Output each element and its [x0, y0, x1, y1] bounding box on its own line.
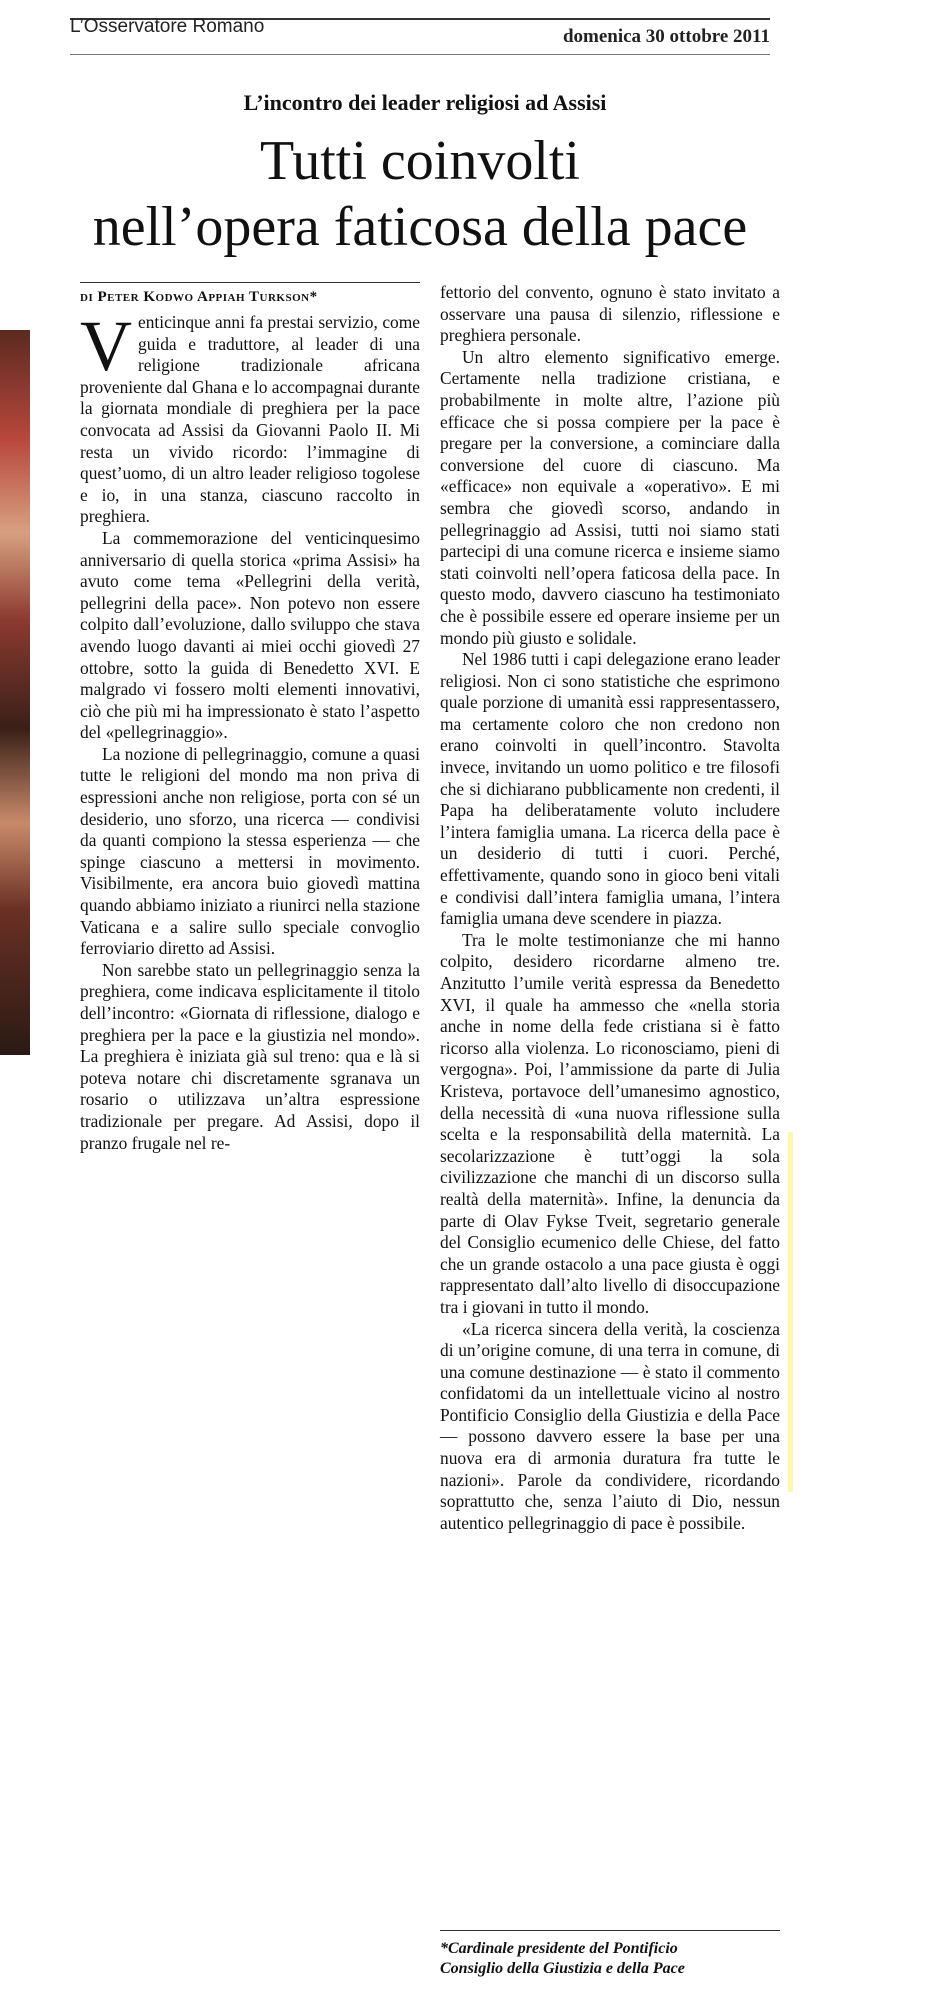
article-column-left	[80, 306, 420, 1154]
paragraph: Un altro elemento significativo emerge. Certamente nella tradizione cristiana, e probabilmente in molte altre, l’azione più efficace che si possa compiere per la pace è pregare per la conversione, a cominciare dalla conversione del cuore di ciascuno. Ma «efficace» non equivale a «operativo». E mi sembra che giovedì scorso, andando in pellegrinaggio ad Assisi, tutti noi siamo stati partecipi di una comune ricerca e insieme siamo stati coinvolti nell’opera faticosa della pace. In questo modo, davvero ciascuno ha testimoniato che è possibile essere ed operare insieme per un mondo più giusto e solidale.	[440, 346, 780, 648]
article-kicker: L’incontro dei leader religiosi ad Assisi	[243, 90, 607, 115]
footnote-line-2: Consiglio della Giustizia e della Pace	[440, 1960, 685, 1977]
paragraph-text: enticinque anni fa prestai servizio, come guida e traduttore, al leader di una religione tradizionale africana proveniente dal Ghana e lo accompagnai durante la giornata mondiale di preghiera per la pace convocata ad Assisi da Giovanni Paolo II. Mi resta un vivido ricordo: l’immagine di quest’uomo, di un altro leader religioso togolese e io, in una stanza, ciascuno raccolto in preghiera.	[80, 312, 420, 527]
issue-date: domenica 30 ottobre 2011	[562, 26, 770, 47]
headline-line-1: Tutti coinvolti	[259, 130, 580, 192]
paragraph: Nel 1986 tutti i capi delegazione erano leader religiosi. Non ci sono statistiche che esprimono quale porzione di umanità essi rappresentassero, ma certamente coloro che non credono non erano coinvolti in quell’incontro. Stavolta invece, invitando un uomo politico e tre filosofi che si dichiarano pubblicamente non credenti, il Papa ha deliberatamente voluto includere l’intera famiglia umana. La ricerca della pace è un desiderio di tutti i cuori. Perché, effettivamente, quando sono in gioco beni vitali e condivisi dall’intera famiglia umana, l’intera famiglia umana deve scendere in piazza.	[440, 649, 780, 929]
article-author: di Peter Kodwo Appiah Turkson*	[80, 282, 420, 306]
paragraph	[80, 306, 420, 528]
photo-fragment	[0, 330, 30, 1055]
footnote-line-1: *Cardinale presidente del Pontificio	[440, 1940, 678, 1957]
drop-cap: V	[80, 306, 132, 386]
masthead	[70, 18, 770, 55]
paragraph: fettorio del convento, ognuno è stato invitato a osservare una pausa di silenzio, riflessione e preghiera personale.	[440, 282, 780, 346]
article-headline	[60, 128, 780, 260]
paragraph: La nozione di pellegrinaggio, comune a quasi tutte le religioni del mondo ma non priva di espressioni anche non religiose, porta con sé un desiderio, uno sforzo, una ricerca — condivisi da quanti compiono la stessa esperienza — che spinge ciascuno a mettersi in movimento. Visibilmente, era ancora buio giovedì mattina quando abbiamo iniziato a riunirci nella stazione Vaticana e a salire sullo speciale convoglio ferroviario diretto ad Assisi.	[80, 743, 420, 959]
headline-line-2: nell’opera faticosa della pace	[92, 196, 748, 258]
article-column-right	[440, 282, 780, 1534]
newspaper-name: L’Osservatore Romano	[70, 16, 265, 37]
paragraph: La commemorazione del venticinquesimo anniversario di quella storica «prima Assisi» ha avuto come tema «Pellegrini della verità, pellegrini della pace». Non potevo non essere colpito dall’evoluzione, dallo sviluppo che stava avendo luogo davanti ai miei occhi giovedì 27 ottobre, sotto la guida di Benedetto XVI. E malgrado vi fossero molti elementi innovativi, ciò che più mi ha impressionato è stato l’aspetto del «pellegrinaggio».	[80, 527, 420, 743]
paragraph: Non sarebbe stato un pellegrinaggio senza la preghiera, come indicava esplicitamente il titolo dell’incontro: «Giornata di riflessione, dialogo e preghiera per la pace e la giustizia nel mondo». La preghiera è iniziata già sul treno: qua e là si poteva notare chi discretamente sgranava un rosario o utilizzava un’altra espressione tradizionale per pregare. Ad Assisi, dopo il pranzo frugale nel re-	[80, 959, 420, 1153]
paragraph: Tra le molte testimonianze che mi hanno colpito, desidero ricordarne almeno tre. Anzitutto l’umile verità espressa da Benedetto XVI, il quale ha ammesso che «nella storia anche in nome della fede cristiana si è fatto ricorso alla violenza. Lo riconosciamo, pieni di vergogna». Poi, l’ammissione da parte di Julia Kristeva, portavoce dell’umanesimo agnostico, della necessità di «una nuova riflessione sulla scelta e la responsabilità della maternità. La secolarizzazione è tutt’oggi la sola civilizzazione che manchi di un discorso sulla realtà della maternità». Infine, la denuncia da parte di Olav Fykse Tveit, segretario generale del Consiglio ecumenico delle Chiese, del fatto che un grande ostacolo a una pace giusta è oggi rappresentato dall’alto livello di disoccupazione tra i giovani in tutto il mondo.	[440, 929, 780, 1317]
author-footnote	[440, 1930, 780, 1979]
highlight-marker	[788, 1132, 793, 1492]
paragraph: «La ricerca sincera della verità, la coscienza di un’origine comune, di una terra in comune, di una comune destinazione — è stato il commento confidatomi da un intellettuale vicino al nostro Pontificio Consiglio della Giustizia e della Pace — possono davvero essere la base per una nuova era di armonia duratura fra tutte le nazioni». Parole da condividere, ricordando soprattutto che, senza l’aiuto di Dio, nessun autentico pellegrinaggio di pace è possibile.	[440, 1318, 780, 1533]
